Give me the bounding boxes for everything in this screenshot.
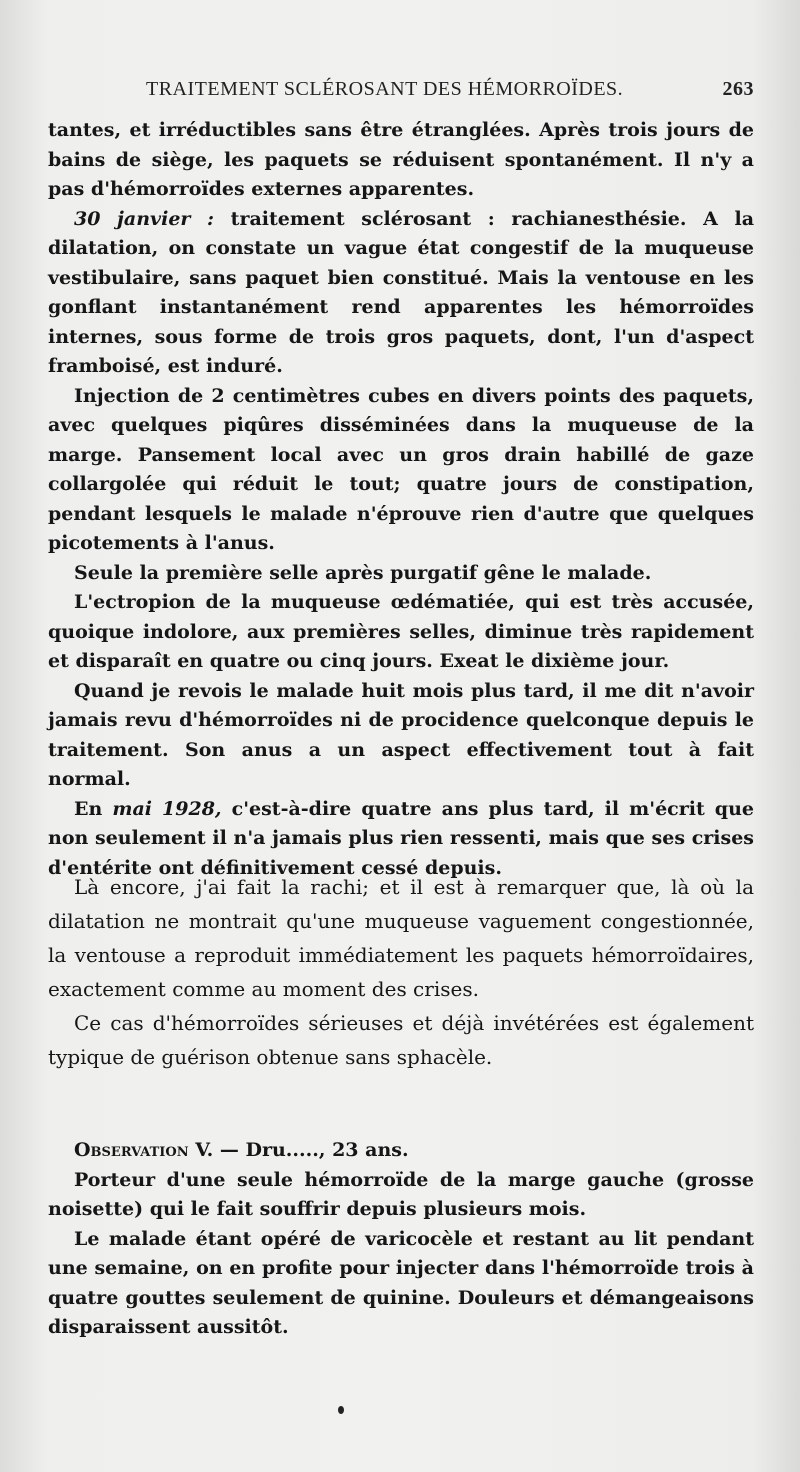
- running-title: TRAITEMENT SCLÉROSANT DES HÉMORROÏDES.: [146, 78, 624, 100]
- paragraph-injection: Injection de 2 centimètres cubes en divers points des paquets, avec quelques piqûres disséminées dans la muqueuse de la marge. Pansement local avec un gros drain habillé de gaze collargolée qui réduit le tout; quatre jours de constipation, pendant lesquels le malade n'éprouve rien d'autre que quelques picotements à l'anus.: [48, 384, 754, 554]
- ink-speck: [338, 1406, 344, 1414]
- paragraph-hemorrhoid: Porteur d'une seule hémorroïde de la marge gauche (grosse noisette) qui le fait souffrir depuis plusieurs mois.: [48, 1168, 754, 1220]
- paragraph-commentary: Là encore, j'ai fait la rachi; et il est à remarquer que, là où la dilatation ne montrait qu'une muqueuse vaguement congestionnée, la ventouse a reproduit immédiatement les paquets hémorroïdaires, exactement comme au moment des crises.: [48, 875, 754, 1001]
- paragraph-conclusion: Ce cas d'hémorroïdes sérieuses et déjà invétérées est également typique de guérison obtenue sans sphacèle.: [48, 1011, 754, 1069]
- observation-v: [48, 1136, 754, 1343]
- observation-heading: [48, 1136, 754, 1166]
- paragraph-follow-up: Quand je revois le malade huit mois plus tard, il me dit n'avoir jamais revu d'hémorroïdes ni de procidence quelconque depuis le traitement. Son anus a un aspect effectivement tout à fait normal.: [48, 679, 754, 790]
- case-narrative: [48, 116, 754, 883]
- observation-label: Observation V.: [74, 1139, 214, 1161]
- date-label: mai 1928,: [112, 797, 222, 820]
- page-number: 263: [722, 78, 754, 100]
- paragraph-text: c'est-à-dire quatre ans plus tard, il m'écrit que non seulement il n'a jamais plus rien ressenti, mais que ses crises d'entérite ont définitivement cessé depuis.: [48, 797, 754, 879]
- paragraph-injection-quinine: Le malade étant opéré de varicocèle et restant au lit pendant une semaine, on en profite pour injecter dans l'hémorroïde trois à quatre gouttes seulement de quinine. Douleurs et démangeaisons disparaissent aussitôt.: [48, 1227, 754, 1338]
- date-label: 30 janvier :: [74, 207, 215, 230]
- paragraph-first-stool: Seule la première selle après purgatif gêne le malade.: [74, 561, 652, 584]
- paragraph-ectropion: L'ectropion de la muqueuse œdématiée, qui est très accusée, quoique indolore, aux premières selles, diminue très rapidement et disparaît en quatre ou cinq jours. Exeat le dixième jour.: [48, 591, 754, 672]
- commentary: [48, 870, 754, 1074]
- observation-patient: — Dru....., 23 ans.: [213, 1139, 409, 1161]
- running-header: [48, 74, 764, 104]
- paragraph-text: En: [74, 797, 113, 820]
- paragraph-continuation: tantes, et irréductibles sans être étranglées. Après trois jours de bains de siège, les paquets se réduisent spontanément. Il n'y a pas d'hémorroïdes externes apparentes.: [48, 119, 754, 200]
- paragraph-text: traitement sclérosant : rachianesthésie. A la dilatation, on constate un vague état congestif de la muqueuse vestibulaire, sans paquet bien constitué. Mais la ventouse en les gonflant instantanément rend apparentes les hémorroïdes internes, sous forme de trois gros paquets, dont, l'un d'aspect framboisé, est induré.: [48, 207, 755, 377]
- paragraph-treatment: [48, 205, 754, 382]
